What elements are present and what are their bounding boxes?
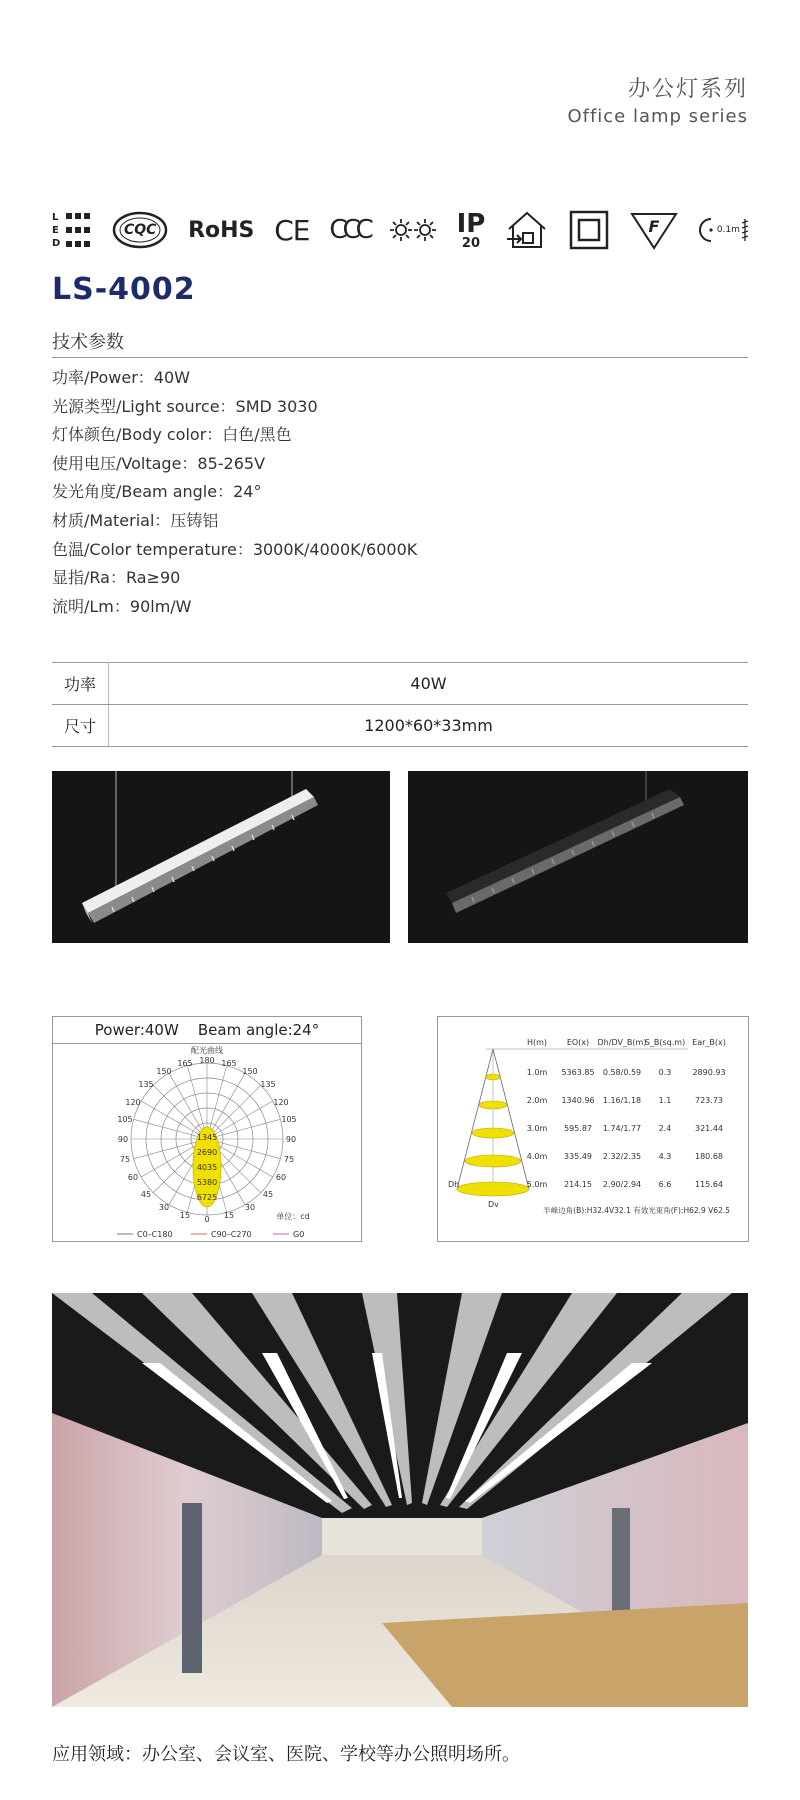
beam-header-s: S_B(sq.m) — [644, 1038, 686, 1047]
ce-mark: CE — [274, 213, 310, 247]
angle-label-105-right: 105 — [281, 1115, 297, 1124]
legend-g0: G0 — [293, 1230, 305, 1239]
led-letter-d: D — [52, 237, 61, 249]
beam-cell: 4.3 — [658, 1152, 672, 1161]
application-text: 应用领域：办公室、会议室、医院、学校等办公照明场所。 — [52, 1744, 520, 1765]
beam-cell: 723.73 — [695, 1096, 723, 1105]
beam-cell: 321.44 — [695, 1124, 723, 1133]
angle-label-135-right: 135 — [260, 1080, 276, 1089]
table-value-size: 1200*60*33mm — [109, 705, 749, 747]
angle-label-120-left: 120 — [125, 1098, 141, 1107]
beam-header-h: H(m) — [526, 1038, 548, 1047]
application-scene-photo — [52, 1293, 748, 1707]
beam-cell: 2890.93 — [692, 1068, 726, 1077]
class-ii-insulation-icon — [569, 210, 609, 250]
spec-ra: 显指/Ra：Ra≥90 — [52, 568, 181, 588]
dh-label: Dh — [448, 1180, 460, 1189]
polar-subtitle: 配光曲线 — [191, 1046, 223, 1055]
dimmable-sun-icon — [389, 217, 437, 243]
polar-title: Power:40W Beam angle:24° — [53, 1017, 361, 1044]
angle-label-15-right: 15 — [223, 1211, 235, 1220]
angle-label-165-left: 165 — [177, 1059, 193, 1068]
polar-value-2: 2690 — [196, 1148, 218, 1157]
angle-label-0: 0 — [204, 1215, 210, 1224]
beam-header-dh-dv: Dh/DV_B(m) — [597, 1038, 647, 1047]
beam-cell: 2.4 — [658, 1124, 672, 1133]
table-row — [52, 663, 748, 705]
size-table — [52, 662, 748, 747]
spec-power: 功率/Power：40W — [52, 368, 190, 387]
beam-cell: 1.1 — [658, 1096, 672, 1105]
min-distance-icon — [699, 217, 748, 243]
angle-label-45-right: 45 — [262, 1190, 274, 1199]
f-mark-label: F — [648, 216, 660, 236]
polar-value-1: 1345 — [196, 1133, 218, 1142]
angle-label-150-left: 150 — [156, 1067, 172, 1076]
light-distribution-diagram — [52, 1016, 362, 1242]
beam-header-ear: Ear_B(x) — [692, 1038, 726, 1047]
product-photo-white — [52, 771, 390, 943]
angle-label-105-left: 105 — [117, 1115, 133, 1124]
angle-label-180: 180 — [199, 1056, 215, 1065]
beam-cell: 3.0m — [526, 1124, 548, 1133]
cqc-mark-icon — [112, 210, 168, 250]
legend-c0-c180: C0–C180 — [137, 1230, 173, 1239]
spec-material: 材质/Material：压铸铝 — [52, 510, 219, 530]
angle-label-75-left: 75 — [119, 1155, 131, 1164]
beam-cell: 1.0m — [526, 1068, 548, 1077]
table-value-power: 40W — [109, 663, 749, 705]
ip-rating-value: 20 — [461, 235, 480, 251]
angle-label-135-left: 135 — [138, 1080, 154, 1089]
spec-voltage: 使用电压/Voltage：85-265V — [52, 453, 266, 473]
beam-footer: 半峰边角(B):H32.4V32.1 有效光束角(F):H62.9 V62.5 — [543, 1206, 730, 1215]
cqc-label: CQC — [123, 222, 157, 238]
polar-unit: 单位：cd — [276, 1212, 310, 1221]
beam-header-eo: EO(x) — [566, 1038, 590, 1047]
ccc-mark: CCC — [329, 215, 369, 245]
angle-label-75-right: 75 — [283, 1155, 295, 1164]
led-grid-icon — [64, 211, 92, 249]
ip-label: IP — [456, 208, 486, 239]
beam-cell: 2.32/2.35 — [602, 1152, 642, 1161]
angle-label-15-left: 15 — [179, 1211, 191, 1220]
beam-cell: 180.68 — [695, 1152, 723, 1161]
angle-label-165-right: 165 — [221, 1059, 237, 1068]
beam-chart — [438, 1017, 748, 1241]
beam-cell: 5.0m — [526, 1180, 548, 1189]
spec-section-title: 技术参数 — [52, 332, 124, 353]
rohs-mark: RoHS — [188, 217, 255, 243]
angle-label-150-right: 150 — [242, 1067, 258, 1076]
angle-label-45-left: 45 — [140, 1190, 152, 1199]
spec-beam-angle: 发光角度/Beam angle：24° — [52, 482, 262, 502]
table-label-power: 功率 — [52, 663, 109, 705]
series-title-cn: 办公灯系列 — [627, 77, 748, 102]
angle-label-90-right: 90 — [285, 1135, 297, 1144]
beam-cell: 0.3 — [658, 1068, 672, 1077]
beam-cell: 335.49 — [564, 1152, 592, 1161]
angle-label-60-right: 60 — [275, 1173, 287, 1182]
beam-cell: 2.0m — [526, 1096, 548, 1105]
led-mark-icon — [52, 211, 92, 250]
beam-cell: 4.0m — [526, 1152, 548, 1161]
angle-label-30-right: 30 — [244, 1203, 256, 1212]
beam-cell: 6.6 — [658, 1180, 672, 1189]
polar-chart — [53, 1043, 361, 1241]
spec-light-source: 光源类型/Light source：SMD 3030 — [52, 396, 318, 416]
spec-color-temperature: 色温/Color temperature：3000K/4000K/6000K — [52, 539, 418, 559]
spec-lumen: 流明/Lm：90lm/W — [52, 596, 192, 616]
led-letter-l: L — [52, 211, 59, 223]
beam-cell: 1.74/1.77 — [602, 1124, 642, 1133]
ip-rating-mark — [456, 208, 486, 251]
beam-cell: 1340.96 — [561, 1096, 595, 1105]
beam-cell: 595.87 — [564, 1124, 592, 1133]
beam-cell: 5363.85 — [561, 1068, 595, 1077]
beam-cell: 214.15 — [564, 1180, 592, 1189]
spec-list — [52, 364, 748, 621]
legend-c90-c270: C90–C270 — [211, 1230, 252, 1239]
model-number: LS-4002 — [52, 272, 196, 307]
indoor-use-icon — [505, 209, 549, 251]
certification-row — [52, 204, 748, 256]
beam-cell: 1.16/1.18 — [602, 1096, 642, 1105]
angle-label-60-left: 60 — [127, 1173, 139, 1182]
beam-cell: 115.64 — [695, 1180, 723, 1189]
table-row — [52, 705, 748, 747]
polar-value-5: 6725 — [196, 1193, 218, 1202]
polar-value-4: 5380 — [196, 1178, 218, 1187]
spec-body-color: 灯体颜色/Body color：白色/黑色 — [52, 425, 292, 445]
angle-label-90-left: 90 — [117, 1135, 129, 1144]
led-letter-e: E — [52, 224, 59, 236]
polar-value-3: 4035 — [196, 1163, 218, 1172]
product-photo-black — [408, 771, 748, 943]
angle-label-30-left: 30 — [158, 1203, 170, 1212]
f-mark-icon — [629, 210, 679, 250]
table-label-size: 尺寸 — [52, 705, 109, 747]
illuminance-diagram — [437, 1016, 749, 1242]
beam-cell: 2.90/2.94 — [602, 1180, 642, 1189]
angle-label-120-right: 120 — [273, 1098, 289, 1107]
beam-cell: 0.58/0.59 — [602, 1068, 642, 1077]
spec-divider — [52, 357, 748, 358]
series-title-en: Office lamp series — [567, 106, 748, 127]
dv-label: Dv — [488, 1200, 499, 1209]
distance-label: 0.1m — [716, 225, 740, 235]
